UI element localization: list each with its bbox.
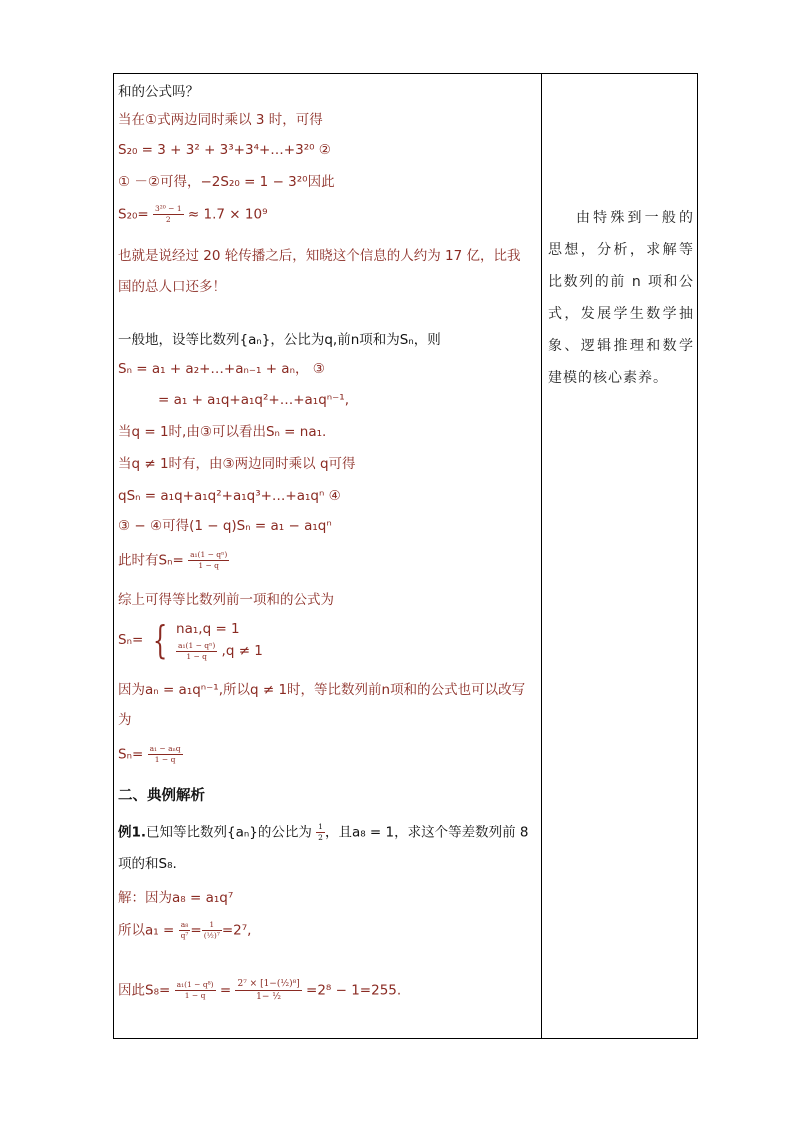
column-divider	[541, 74, 542, 1038]
text-line: 当q = 1时,由③可以看出Sₙ = na₁.	[118, 424, 327, 440]
text-line: 国的总人口还多！	[118, 279, 226, 295]
text-line: 为	[118, 712, 132, 728]
numerator: a₁ − aₙq	[149, 744, 181, 753]
example-line	[118, 822, 529, 843]
section-heading: 二、典例解析	[118, 788, 205, 804]
formula-line	[118, 204, 267, 225]
text-line: 一般地，设等比数列{aₙ}，公比为q,前n项和为Sₙ，则	[118, 332, 441, 348]
fraction	[176, 641, 217, 662]
fraction	[316, 822, 325, 843]
fraction	[188, 550, 229, 571]
numerator: a₁(1 − qⁿ)	[178, 640, 216, 650]
denominator: 2	[165, 215, 171, 224]
numerator: 1	[202, 920, 222, 931]
cases	[176, 618, 263, 662]
denominator: 1 − q	[184, 991, 206, 1000]
text-line: 和的公式吗？	[118, 84, 199, 100]
fraction	[179, 920, 191, 941]
numerator: 1	[318, 822, 323, 831]
numerator: 3²⁰ − 1	[155, 204, 182, 213]
formula-line: S₂₀ = 3 + 3² + 3³+3⁴+…+3²⁰ ②	[118, 142, 331, 158]
lesson-table	[113, 73, 698, 1039]
case-row: na₁,q = 1	[176, 621, 240, 637]
formula-line: ① －②可得，−2S₂₀ = 1 − 3²⁰因此	[118, 174, 335, 190]
text-line: 综上可得等比数列前一项和的公式为	[118, 592, 334, 608]
formula-line: qSₙ = a₁q+a₁q²+a₁q³+…+a₁qⁿ ④	[118, 488, 341, 504]
text-line: 因为aₙ = a₁qⁿ⁻¹,所以q ≠ 1时，等比数列前n项和的公式也可以改写	[118, 682, 526, 698]
formula-part: =2⁸ − 1=255.	[306, 982, 402, 999]
case-row	[176, 640, 263, 662]
example-label: 例1.	[118, 824, 147, 841]
denominator: 2	[318, 833, 323, 842]
formula-part: 所以a₁ =	[118, 922, 175, 939]
text-line: 当在①式两边同时乘以 3 时，可得	[118, 112, 323, 128]
formula-part: ≈ 1.7 × 10⁹	[187, 206, 268, 223]
formula-part: S₂₀=	[118, 206, 149, 223]
formula-line	[118, 550, 229, 571]
numerator: a₁(1 − qⁿ)	[190, 550, 228, 559]
text-line: 也就是说经过 20 轮传播之后，知晓这个信息的人约为 17 亿，比我	[118, 248, 521, 264]
piecewise-formula	[118, 618, 263, 662]
fraction	[175, 980, 216, 1001]
denominator: 1 − q	[198, 561, 219, 570]
solution-line	[118, 920, 251, 941]
numerator: a₁(1 − q⁸)	[176, 980, 214, 989]
fraction	[153, 204, 184, 225]
formula-part: 此时有Sₙ=	[118, 552, 184, 569]
denominator: 1 − q	[154, 755, 176, 764]
formula-part: 因此S₈=	[118, 982, 171, 999]
denominator: (½)⁷	[203, 931, 220, 940]
case-condition: ,q ≠ 1	[221, 643, 263, 659]
solution-line	[118, 978, 401, 1003]
formula-line: Sₙ = a₁ + a₂+…+aₙ₋₁ + aₙ， ③	[118, 361, 325, 377]
formula-line: = a₁ + a₁q+a₁q²+…+a₁qⁿ⁻¹,	[158, 392, 349, 408]
brace-icon: {	[152, 618, 167, 662]
fraction	[148, 744, 183, 765]
formula-line: ③ − ④可得(1 − q)Sₙ = a₁ − a₁qⁿ	[118, 518, 332, 534]
formula-part: Sₙ=	[118, 746, 144, 763]
denominator: q⁷	[180, 931, 189, 940]
example-text: ，且a₈ = 1，求这个等差数列前 8	[324, 824, 529, 841]
fraction	[235, 978, 301, 1003]
formula-part: =	[219, 982, 232, 999]
formula-line	[118, 744, 183, 765]
solution-line: 解：因为a₈ = a₁q⁷	[118, 890, 234, 906]
formula-part: =2⁷,	[221, 922, 252, 939]
design-intent-column	[548, 202, 694, 394]
design-intent-text: 由特殊到一般的思想，分析，求解等比数列的前 n 项和公式，发展学生数学抽象、逻辑推理和数学建模的核心素养。	[548, 210, 694, 386]
formula-part: =	[190, 922, 202, 939]
fraction	[202, 920, 222, 941]
numerator: 2⁷ × [1−(½)⁸]	[237, 979, 300, 989]
denominator: 1 − q	[186, 651, 207, 661]
example-line: 项的和S₈.	[118, 856, 177, 872]
example-text: 已知等比数列{aₙ}的公比为	[146, 824, 312, 841]
formula-part: Sₙ=	[118, 632, 144, 648]
denominator: 1− ½	[256, 992, 282, 1002]
numerator: a₈	[179, 920, 191, 931]
text-line: 当q ≠ 1时有，由③两边同时乘以 q可得	[118, 456, 356, 472]
